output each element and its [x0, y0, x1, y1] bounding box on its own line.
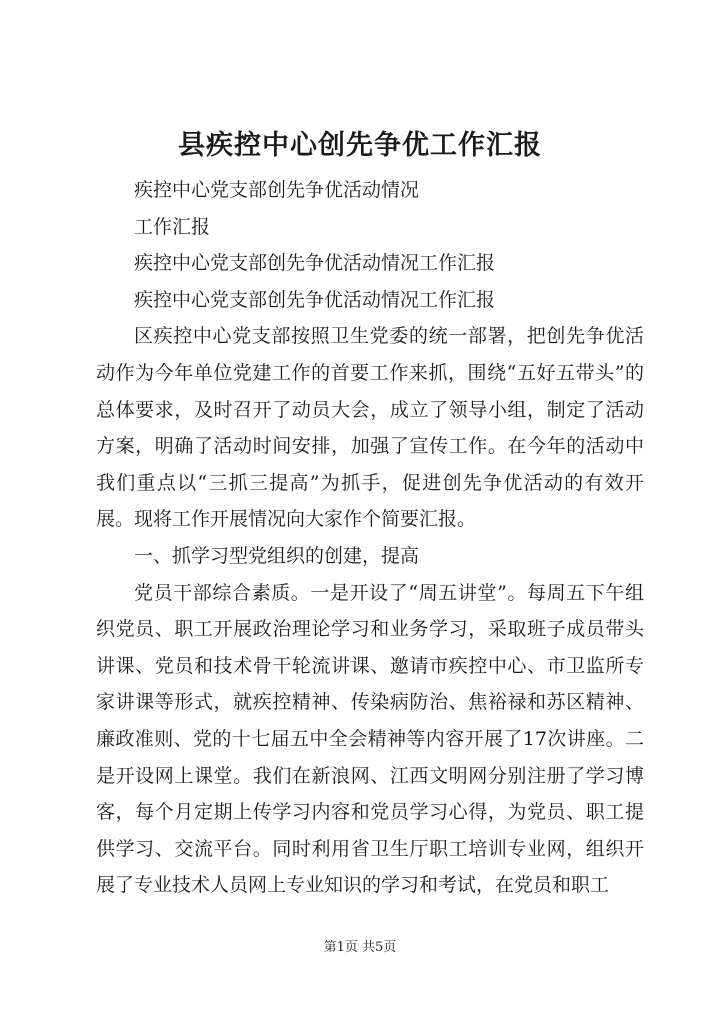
paragraph-repeat-title-1: 疾控中心党支部创先争优活动情况工作汇报 [134, 252, 496, 275]
paragraph-introduction: 区疾控中心党支部按照卫生党委的统一部署，把创先争优活动作为今年单位党建工作的首要工作来抓，围绕“五好五带头”的总体要求，及时召开了动员大会，成立了领导小组，制定了活动方案，明确了活动时间安排，加强了宣传工作。在今年的活动中我们重点以“三抓三提高”为抓手，促进创先争优活动的有效开展。现将工作开展情况向大家作个简要汇报。 [96, 325, 644, 531]
paragraph-section-1-body: 党员干部综合素质。一是开设了“周五讲堂”。每周五下午组织党员、职工开展政治理论学习和业务学习，采取班子成员带头讲课、党员和技术骨干轮流讲课、邀请市疾控中心、市卫监所专家讲课等形式，就疾控精神、传染病防治、焦裕禄和苏区精神、廉政准则、党的十七届五中全会精神等内容开展了17次讲座。二是开设网上课堂。我们在新浪网、江西文明网分别注册了学习博客，每个月定期上传学习内容和党员学习心得，为党员、职工提供学习、交流平台。同时利用省卫生厅职工培训专业网，组织开展了专业技术人员网上专业知识的学习和考试，在党员和职工 [96, 581, 644, 897]
document-body [96, 172, 644, 904]
section-heading-1: 一、抓学习型党组织的创建，提高 [134, 544, 420, 567]
page-footer: 第1页 共5页 [323, 940, 397, 955]
paragraph-subtitle-line-1: 疾控中心党支部创先争优活动情况 [134, 179, 420, 201]
paragraph-subtitle-line-2: 工作汇报 [134, 215, 211, 238]
document-title: 县疾控中心创先争优工作汇报 [178, 130, 542, 161]
paragraph-repeat-title-2: 疾控中心党支部创先争优活动情况工作汇报 [134, 288, 496, 311]
